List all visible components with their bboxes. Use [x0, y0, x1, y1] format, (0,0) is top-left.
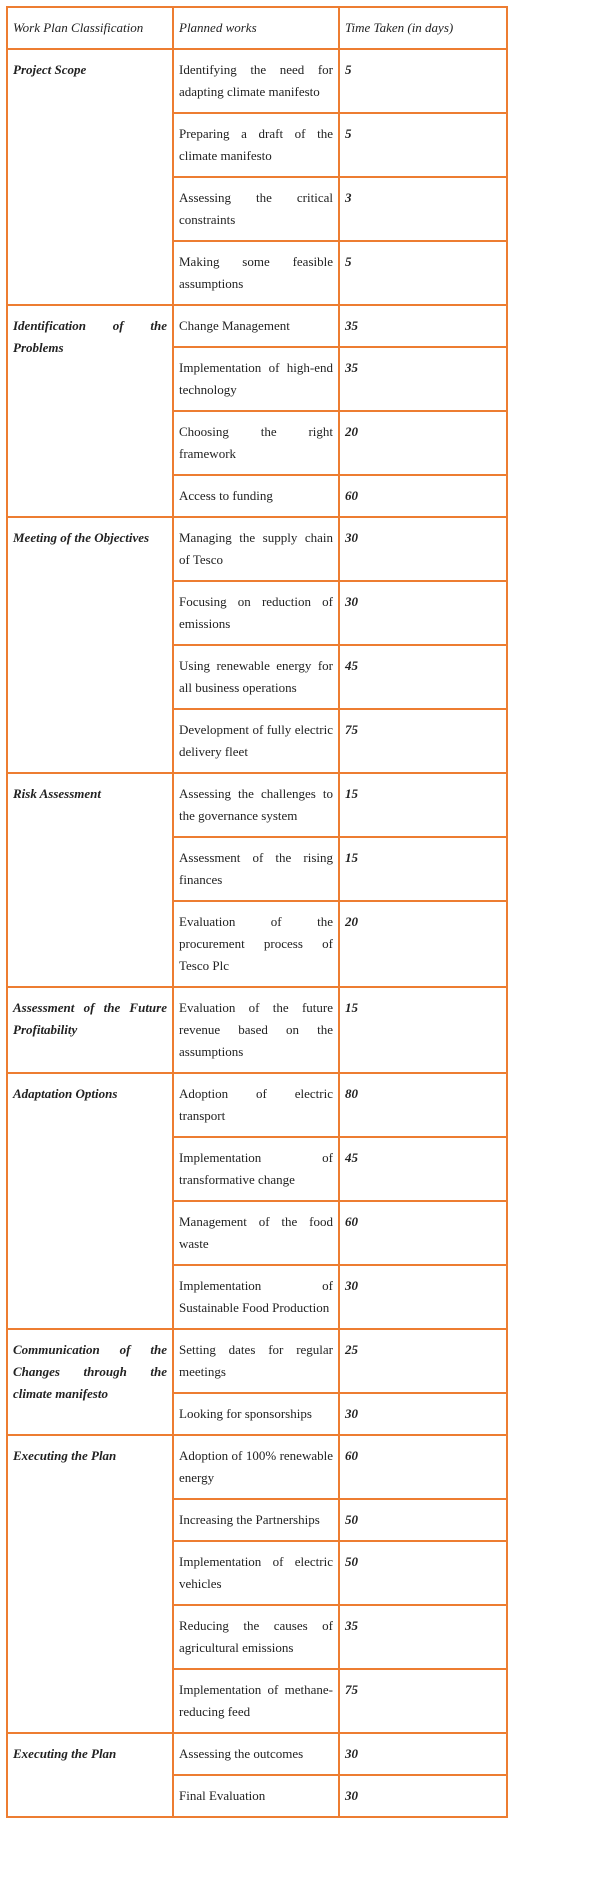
time-taken-cell: 35	[339, 347, 507, 411]
planned-work-cell: Implementation of electric vehicles	[173, 1541, 339, 1605]
time-taken-cell: 25	[339, 1329, 507, 1393]
time-taken-cell: 45	[339, 1137, 507, 1201]
classification-cell: Meeting of the Objectives	[7, 517, 173, 773]
planned-work-cell: Reducing the causes of agricultural emissions	[173, 1605, 339, 1669]
table-row	[7, 987, 507, 1073]
planned-work-cell: Preparing a draft of the climate manifesto	[173, 113, 339, 177]
time-taken-cell: 50	[339, 1499, 507, 1541]
time-taken-cell: 30	[339, 1733, 507, 1775]
planned-work-cell: Change Management	[173, 305, 339, 347]
classification-cell: Project Scope	[7, 49, 173, 305]
time-taken-cell: 60	[339, 475, 507, 517]
planned-work-cell: Adoption of electric transport	[173, 1073, 339, 1137]
time-taken-cell: 50	[339, 1541, 507, 1605]
planned-work-cell: Assessing the outcomes	[173, 1733, 339, 1775]
time-taken-cell: 15	[339, 837, 507, 901]
planned-work-cell: Development of fully electric delivery fleet	[173, 709, 339, 773]
planned-work-cell: Assessment of the rising finances	[173, 837, 339, 901]
time-taken-cell: 30	[339, 1775, 507, 1817]
planned-work-cell: Implementation of transformative change	[173, 1137, 339, 1201]
planned-work-cell: Managing the supply chain of Tesco	[173, 517, 339, 581]
classification-cell: Identification of the Problems	[7, 305, 173, 517]
planned-work-cell: Using renewable energy for all business operations	[173, 645, 339, 709]
header-time-taken: Time Taken (in days)	[339, 7, 507, 49]
planned-work-cell: Choosing the right framework	[173, 411, 339, 475]
time-taken-cell: 20	[339, 411, 507, 475]
time-taken-cell: 45	[339, 645, 507, 709]
header-classification: Work Plan Classification	[7, 7, 173, 49]
work-plan-body	[7, 7, 507, 1817]
planned-work-cell: Assessing the critical constraints	[173, 177, 339, 241]
time-taken-cell: 30	[339, 517, 507, 581]
planned-work-cell: Making some feasible assumptions	[173, 241, 339, 305]
table-row	[7, 773, 507, 837]
time-taken-cell: 35	[339, 1605, 507, 1669]
planned-work-cell: Final Evaluation	[173, 1775, 339, 1817]
work-plan-table	[6, 6, 508, 1818]
time-taken-cell: 5	[339, 241, 507, 305]
table-row	[7, 305, 507, 347]
table-row	[7, 1435, 507, 1499]
time-taken-cell: 30	[339, 1265, 507, 1329]
time-taken-cell: 3	[339, 177, 507, 241]
table-row	[7, 1329, 507, 1393]
planned-work-cell: Implementation of methane-reducing feed	[173, 1669, 339, 1733]
time-taken-cell: 80	[339, 1073, 507, 1137]
classification-cell: Assessment of the Future Profitability	[7, 987, 173, 1073]
time-taken-cell: 75	[339, 709, 507, 773]
header-planned-works: Planned works	[173, 7, 339, 49]
planned-work-cell: Adoption of 100% renewable energy	[173, 1435, 339, 1499]
table-row	[7, 517, 507, 581]
planned-work-cell: Management of the food waste	[173, 1201, 339, 1265]
time-taken-cell: 35	[339, 305, 507, 347]
planned-work-cell: Identifying the need for adapting climate manifesto	[173, 49, 339, 113]
planned-work-cell: Evaluation of the procurement process of Tesco Plc	[173, 901, 339, 987]
table-row	[7, 1073, 507, 1137]
planned-work-cell: Assessing the challenges to the governance system	[173, 773, 339, 837]
planned-work-cell: Looking for sponsorships	[173, 1393, 339, 1435]
table-row	[7, 1733, 507, 1775]
planned-work-cell: Setting dates for regular meetings	[173, 1329, 339, 1393]
time-taken-cell: 30	[339, 1393, 507, 1435]
header-row	[7, 7, 507, 49]
time-taken-cell: 5	[339, 113, 507, 177]
time-taken-cell: 20	[339, 901, 507, 987]
planned-work-cell: Focusing on reduction of emissions	[173, 581, 339, 645]
time-taken-cell: 75	[339, 1669, 507, 1733]
classification-cell: Communication of the Changes through the climate manifesto	[7, 1329, 173, 1435]
planned-work-cell: Implementation of Sustainable Food Production	[173, 1265, 339, 1329]
time-taken-cell: 30	[339, 581, 507, 645]
table-row	[7, 49, 507, 113]
time-taken-cell: 5	[339, 49, 507, 113]
classification-cell: Executing the Plan	[7, 1435, 173, 1733]
classification-cell: Adaptation Options	[7, 1073, 173, 1329]
classification-cell: Executing the Plan	[7, 1733, 173, 1817]
planned-work-cell: Evaluation of the future revenue based on the assumptions	[173, 987, 339, 1073]
time-taken-cell: 60	[339, 1201, 507, 1265]
planned-work-cell: Implementation of high-end technology	[173, 347, 339, 411]
time-taken-cell: 60	[339, 1435, 507, 1499]
time-taken-cell: 15	[339, 987, 507, 1073]
planned-work-cell: Increasing the Partnerships	[173, 1499, 339, 1541]
planned-work-cell: Access to funding	[173, 475, 339, 517]
time-taken-cell: 15	[339, 773, 507, 837]
classification-cell: Risk Assessment	[7, 773, 173, 987]
